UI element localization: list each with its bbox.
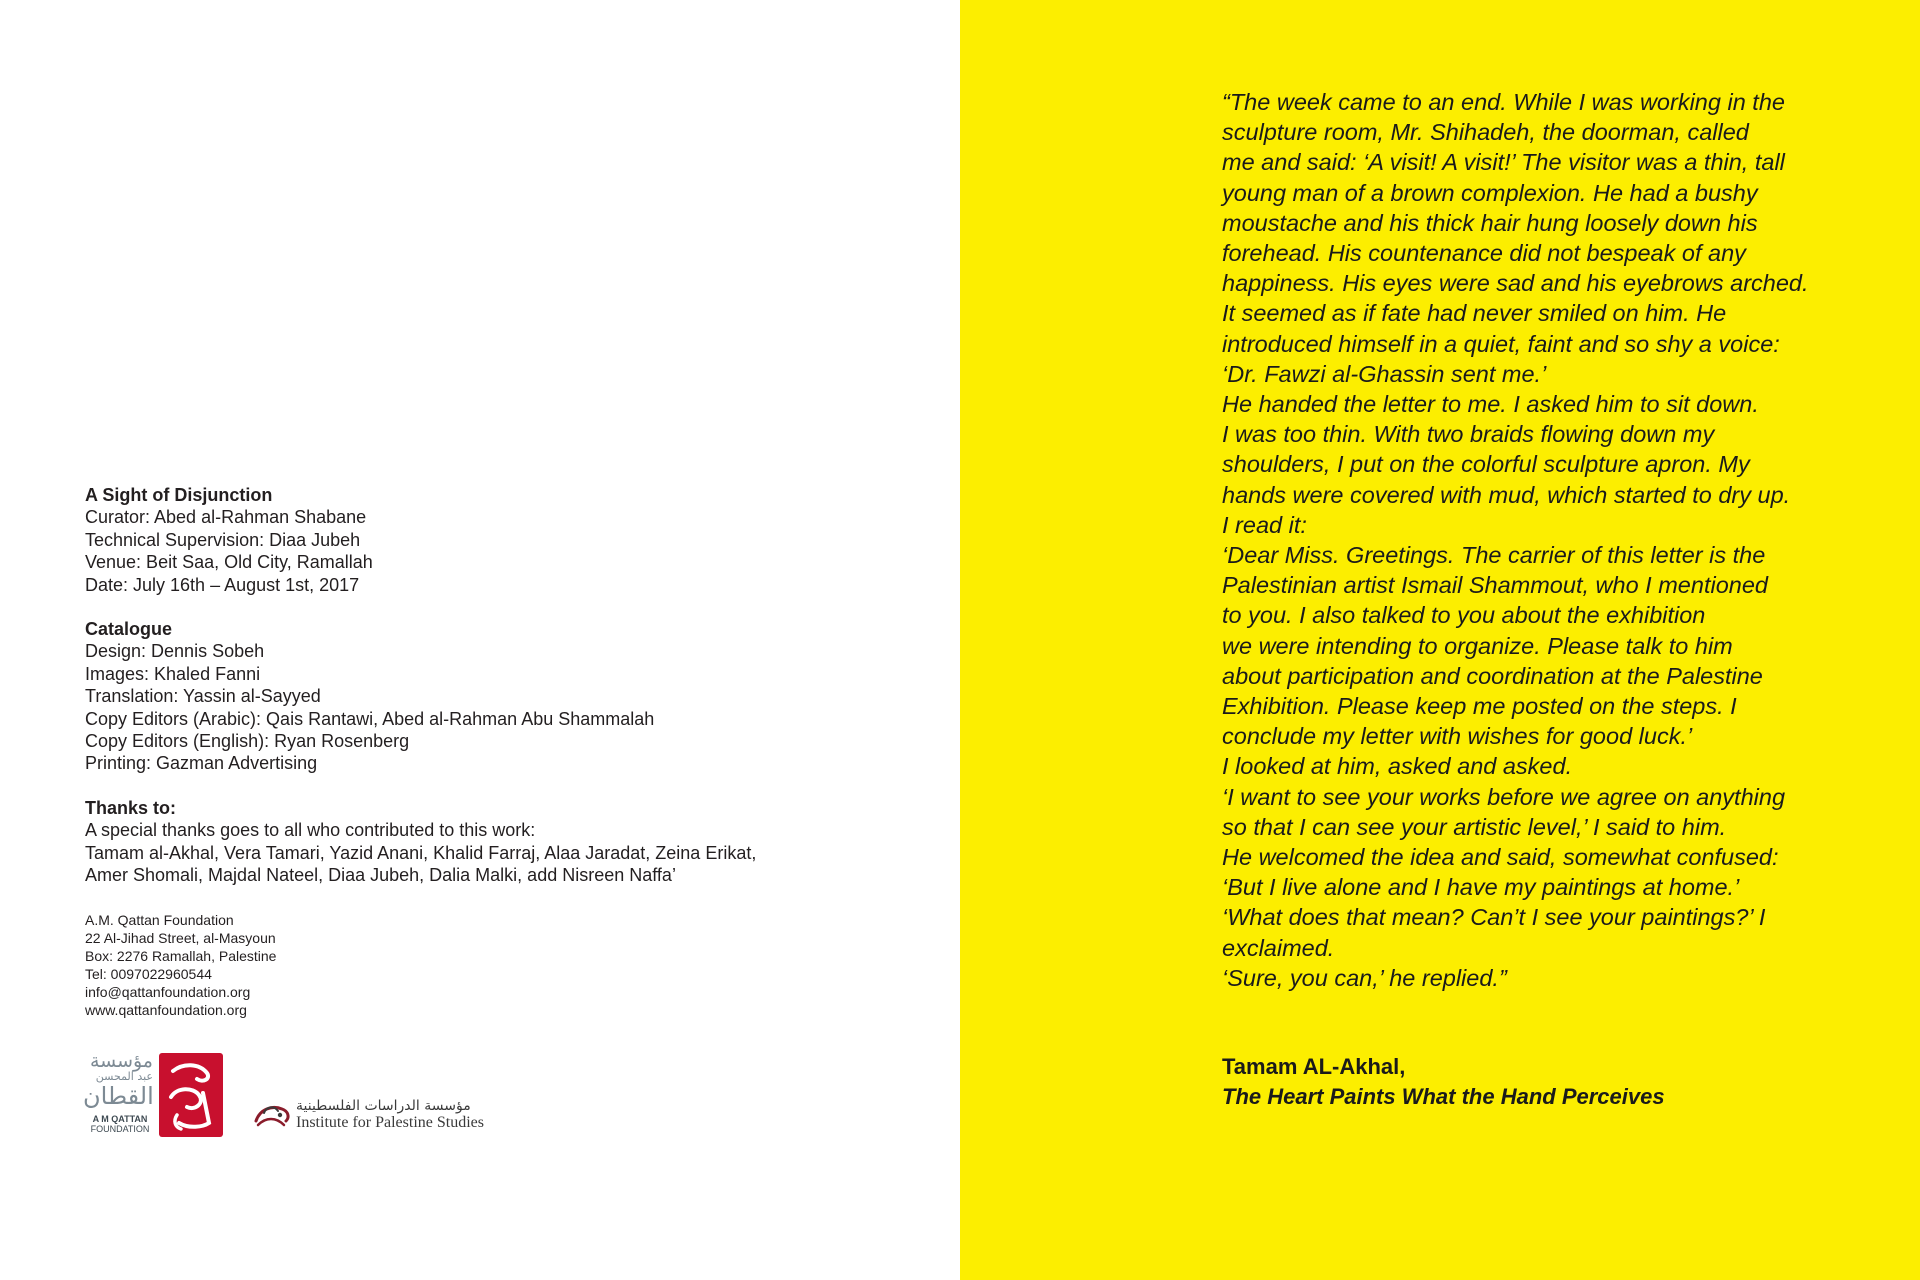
address-line: A.M. Qattan Foundation [85, 912, 234, 928]
foundation-address [85, 911, 276, 1019]
ips-emblem-icon [252, 1099, 292, 1133]
quote-line: ‘Dear Miss. Greetings. The carrier of this letter is the [1222, 542, 1766, 569]
quote-line: forehead. His countenance did not bespeak of any [1222, 240, 1746, 267]
exhibition-title: A Sight of Disjunction [85, 485, 273, 505]
address-line: Box: 2276 Ramallah, Palestine [85, 948, 277, 964]
quote-line: sculpture room, Mr. Shihadeh, the doorman, called [1222, 119, 1749, 146]
thanks-line: Amer Shomali, Majdal Nateel, Diaa Jubeh, Dalia Malki, add Nisreen Naffa’ [85, 865, 676, 886]
quote-line: “The week came to an end. While I was working in the [1222, 89, 1785, 115]
qattan-arabic-line2: عبد المحسن [95, 1070, 153, 1083]
qattan-english-line1: A M QATTAN [92, 1114, 148, 1124]
thanks-line: Tamam al-Akhal, Vera Tamari, Yazid Anani, Khalid Farraj, Alaa Jaradat, Zeina Erikat, [85, 842, 757, 863]
quote-line: I read it: [1222, 511, 1307, 538]
website-link[interactable]: www.qattanfoundation.org [85, 1002, 247, 1018]
quote-line: about participation and coordination at the Palestine [1222, 662, 1763, 689]
quote-line: I was too thin. With two braids flowing down my [1222, 421, 1715, 448]
catalogue-heading: Catalogue [85, 619, 173, 640]
qattan-english-line2: FOUNDATION [90, 1124, 150, 1134]
exhibition-credits [85, 484, 905, 596]
quote-line: He welcomed the idea and said, somewhat confused: [1222, 844, 1779, 871]
qattan-arabic-line3: القطان [83, 1082, 154, 1110]
qattan-arabic-line1: مؤسسة [89, 1050, 153, 1072]
quote-line: we were intending to organize. Please talk to him [1222, 632, 1733, 659]
quote-line: me and said: ‘A visit! A visit!’ The visitor was a thin, tall [1222, 149, 1785, 176]
quote-line: introduced himself in a quiet, faint and so shy a voice: [1222, 330, 1780, 357]
quote-attribution [1222, 1052, 1665, 1112]
quote-line: hands were covered with mud, which started to dry up. [1222, 481, 1791, 508]
credit-line: Translation: Yassin al-Sayyed [85, 686, 321, 707]
quote-text [1222, 87, 1842, 993]
quote-line: ‘What does that mean? Can’t I see your paintings?’ I [1222, 904, 1766, 931]
quote-line: shoulders, I put on the colorful sculpture apron. My [1222, 451, 1750, 478]
quote-line: exclaimed. [1222, 934, 1335, 961]
quote-line: ‘I want to see your works before we agree on anything [1222, 783, 1786, 810]
credit-line: Curator: Abed al-Rahman Shabane [85, 507, 367, 528]
ips-logo [252, 1097, 522, 1137]
thanks-heading: Thanks to: [85, 797, 177, 818]
credit-line: Images: Khaled Fanni [85, 663, 261, 684]
credit-line: Venue: Beit Saa, Old City, Ramallah [85, 552, 373, 573]
ips-arabic-name: مؤسسة الدراسات الفلسطينية [296, 1098, 471, 1114]
quote-line: happiness. His eyes were sad and his eyebrows arched. [1222, 270, 1809, 297]
credit-line: Technical Supervision: Diaa Jubeh [85, 529, 361, 550]
quote-line: Palestinian artist Ismail Shammout, who I mentioned [1222, 572, 1768, 599]
quote-line: Exhibition. Please keep me posted on the steps. I [1222, 693, 1737, 720]
quote-line: so that I can see your artistic level,’ I said to him. [1222, 813, 1727, 840]
credit-line: Design: Dennis Sobeh [85, 641, 265, 662]
quote-line: ‘Dr. Fawzi al-Ghassin sent me.’ [1222, 360, 1547, 387]
credit-line: Copy Editors (English): Ryan Rosenberg [85, 731, 410, 752]
credit-line: Printing: Gazman Advertising [85, 753, 318, 774]
quote-line: to you. I also talked to you about the exhibition [1222, 602, 1706, 629]
quote-line: moustache and his thick hair hung loosely down his [1222, 209, 1758, 236]
qattan-foundation-logo [83, 1050, 223, 1140]
colophon [85, 484, 905, 887]
phone-line: Tel: 0097022960544 [85, 966, 212, 982]
quote-line: young man of a brown complexion. He had a bushy [1222, 179, 1758, 206]
quote-line: I looked at him, asked and asked. [1222, 753, 1573, 780]
thanks-line: A special thanks goes to all who contributed to this work: [85, 820, 536, 841]
ips-english-name: Institute for Palestine Studies [296, 1114, 484, 1131]
catalogue-credits [85, 618, 905, 775]
qattan-calligraphy-icon [159, 1053, 223, 1137]
quote-line: It seemed as if fate had never smiled on him. He [1222, 300, 1727, 327]
email-link[interactable]: info@qattanfoundation.org [85, 984, 251, 1000]
author-name: Tamam AL-Akhal, [1222, 1054, 1406, 1079]
quote-line: ‘Sure, you can,’ he replied.” [1222, 964, 1507, 991]
thanks-section [85, 797, 905, 887]
address-line: 22 Al-Jihad Street, al-Masyoun [85, 930, 276, 946]
credit-line: Copy Editors (Arabic): Qais Rantawi, Abed al-Rahman Abu Shammalah [85, 708, 655, 729]
credit-line: Date: July 16th – August 1st, 2017 [85, 574, 360, 595]
book-title: The Heart Paints What the Hand Perceives [1222, 1084, 1665, 1109]
quote-line: He handed the letter to me. I asked him to sit down. [1222, 391, 1759, 418]
quote-line: ‘But I live alone and I have my paintings at home.’ [1222, 874, 1740, 901]
quote-line: conclude my letter with wishes for good luck.’ [1222, 723, 1693, 750]
